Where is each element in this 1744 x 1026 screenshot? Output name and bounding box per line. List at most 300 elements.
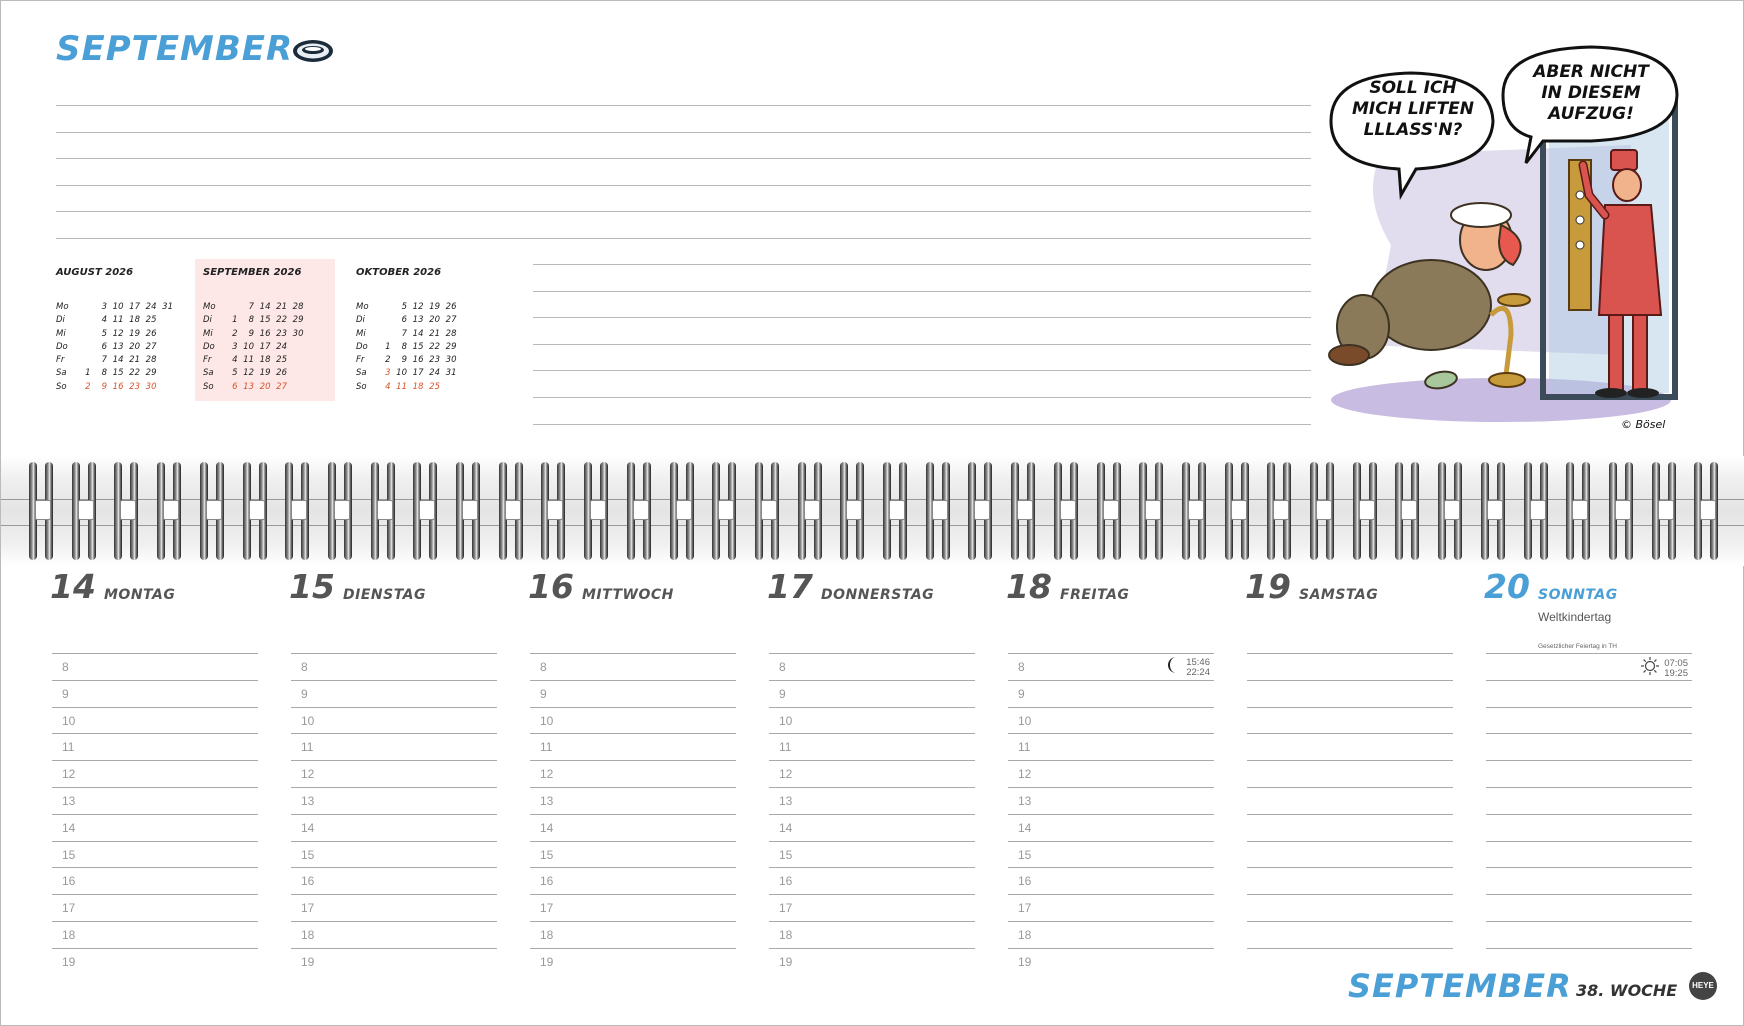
date-cell: 5 [101, 328, 107, 339]
date-cell: 25 [429, 381, 440, 392]
date-cell: 23 [129, 381, 140, 392]
day-number: 20 [1484, 567, 1530, 606]
hour-label: 13 [1018, 794, 1032, 808]
date-cell: 25 [145, 315, 157, 326]
spiral-ring [1353, 462, 1379, 560]
time-slot[interactable] [1486, 653, 1692, 680]
date-cell: 21 [429, 328, 440, 339]
hour-label: 11 [301, 740, 314, 755]
time-slot[interactable] [769, 814, 975, 841]
mini-calendar-row [356, 301, 457, 314]
day-column [50, 567, 265, 987]
hour-label: 12 [779, 767, 793, 782]
time-slot[interactable] [530, 921, 736, 948]
time-slot[interactable] [291, 760, 497, 787]
date-cell: 17 [412, 368, 424, 379]
mini-calendar-row [56, 381, 173, 394]
note-line [56, 105, 1311, 106]
date-cell: 12 [243, 368, 254, 379]
hour-label: 14 [62, 820, 76, 835]
hour-label: 11 [779, 740, 792, 755]
hour-label: 17 [1018, 901, 1032, 916]
spiral-ring [627, 462, 653, 560]
date-cell: 22 [429, 341, 440, 352]
note-line [56, 211, 1311, 212]
speech-bubble-right-line: IN DIESEM [1541, 83, 1641, 103]
time-slot[interactable] [769, 760, 975, 787]
weekday-label: Di [356, 315, 365, 326]
time-slot[interactable] [1008, 894, 1214, 921]
time-slot[interactable] [530, 787, 736, 814]
time-slot[interactable] [530, 733, 736, 760]
date-cell: 14 [412, 328, 424, 339]
time-slot[interactable] [1247, 733, 1453, 760]
date-cell: 8 [401, 341, 407, 352]
date-cell: 5 [232, 368, 238, 379]
time-slot[interactable] [1486, 867, 1692, 894]
time-slot[interactable] [1008, 707, 1214, 734]
hour-label: 14 [1018, 820, 1032, 835]
time-slot[interactable] [52, 733, 258, 760]
time-slot[interactable] [1247, 760, 1453, 787]
mini-calendar-row [356, 354, 457, 367]
speech-bubble-left-line: SOLL ICH [1369, 78, 1457, 98]
hour-label: 16 [540, 874, 554, 889]
time-slot[interactable] [530, 760, 736, 787]
time-slot[interactable] [1008, 787, 1214, 814]
date-cell [287, 367, 304, 380]
time-slot[interactable] [1247, 653, 1453, 680]
hour-label: 9 [62, 686, 69, 701]
date-cell: 1 [232, 315, 238, 326]
time-slot[interactable] [291, 653, 497, 680]
time-slot[interactable] [1486, 921, 1692, 948]
date-cell: 21 [129, 355, 140, 366]
hour-label: 18 [301, 928, 315, 942]
date-cell: 3 [101, 302, 107, 312]
astro-info [1166, 656, 1210, 679]
date-cell: 24 [429, 368, 440, 379]
note-line [56, 185, 1311, 186]
date-cell: 20 [429, 315, 440, 326]
week-number: 38. WOCHE [1576, 981, 1678, 1000]
date-cell: 16 [259, 328, 271, 339]
time-slot[interactable] [291, 814, 497, 841]
time-slot[interactable] [1486, 733, 1692, 760]
date-cell: 2 [85, 381, 91, 392]
mini-calendar-row [203, 301, 304, 314]
date-cell: 3 [232, 341, 238, 352]
date-cell: 10 [112, 302, 124, 312]
date-cell: 23 [429, 355, 440, 366]
time-slot[interactable] [769, 733, 975, 760]
date-cell [287, 341, 304, 354]
day-column [1006, 567, 1221, 987]
spiral-ring [413, 462, 439, 560]
time-slot[interactable] [1247, 787, 1453, 814]
hour-label: 19 [1018, 954, 1032, 969]
date-cell: 15 [412, 341, 424, 352]
spiral-ring [840, 462, 866, 560]
time-slot[interactable] [291, 867, 497, 894]
hour-label: 10 [1018, 713, 1032, 728]
time-slot[interactable] [1247, 867, 1453, 894]
date-cell: 21 [276, 302, 287, 312]
hour-label: 16 [779, 874, 793, 889]
time-slot[interactable] [291, 894, 497, 921]
hour-label: 16 [1018, 874, 1032, 889]
spiral-ring [798, 462, 824, 560]
date-cell [157, 381, 174, 394]
hour-label: 18 [779, 928, 793, 942]
time-slot[interactable] [530, 841, 736, 868]
spiral-ring [926, 462, 952, 560]
spiral-ring [243, 462, 269, 560]
hour-label: 13 [301, 794, 315, 808]
weekday-label: Sa [203, 368, 214, 379]
brand-logo: HEYE [1689, 972, 1717, 1000]
time-slot[interactable] [52, 921, 258, 948]
mini-calendar-row [203, 328, 304, 341]
astro-time: 22:24 [1186, 666, 1210, 678]
note-line [533, 397, 1311, 398]
date-cell [157, 354, 174, 367]
date-cell: 7 [101, 355, 107, 366]
time-slot[interactable] [52, 760, 258, 787]
time-slot[interactable] [52, 680, 258, 707]
date-cell [374, 301, 391, 314]
date-cell: 28 [445, 328, 457, 339]
speech-bubble-left-line: LLLASS'N? [1363, 120, 1463, 140]
day-column [1245, 567, 1460, 987]
mini-calendar-grid [203, 301, 304, 394]
time-slot[interactable] [1008, 733, 1214, 760]
time-slot[interactable] [52, 814, 258, 841]
hour-label: 10 [779, 713, 793, 728]
mini-calendar-row [203, 367, 304, 380]
date-cell [221, 301, 238, 314]
mini-calendar-row [203, 314, 304, 327]
hour-label: 13 [779, 794, 793, 808]
hour-label: 14 [540, 820, 554, 835]
spiral-ring [755, 462, 781, 560]
spiral-ring [1011, 462, 1037, 560]
date-cell: 28 [292, 302, 304, 312]
time-slot[interactable] [291, 733, 497, 760]
date-cell [157, 314, 174, 327]
spiral-ring [1438, 462, 1464, 560]
spiral-ring [1395, 462, 1421, 560]
astro-time: 15:46 [1186, 656, 1210, 668]
hour-label: 17 [301, 901, 315, 916]
mini-calendar-row [203, 354, 304, 367]
date-cell: 9 [248, 328, 254, 339]
spiral-ring [712, 462, 738, 560]
hour-label: 15 [301, 847, 315, 862]
mini-calendar-row [56, 341, 173, 354]
time-slot[interactable] [52, 894, 258, 921]
time-slot[interactable] [530, 894, 736, 921]
date-cell [74, 301, 91, 314]
date-cell: 26 [145, 328, 157, 339]
note-line [56, 238, 1311, 239]
time-slot[interactable] [769, 948, 975, 975]
time-slot[interactable] [1008, 841, 1214, 868]
mini-calendar-title: AUGUST 2026 [56, 267, 134, 278]
date-cell [157, 367, 174, 380]
time-slot[interactable] [52, 707, 258, 734]
date-cell: 1 [85, 368, 91, 379]
time-slot[interactable] [291, 948, 497, 975]
astro-info [1640, 656, 1688, 681]
time-slot[interactable] [291, 707, 497, 734]
footer-month: SEPTEMBER [1348, 967, 1572, 1005]
mini-calendar-title: SEPTEMBER 2026 [203, 267, 302, 278]
note-line [533, 291, 1311, 292]
hour-label: 14 [301, 820, 315, 835]
hour-label: 8 [62, 660, 69, 674]
spiral-ring [541, 462, 567, 560]
spiral-ring [200, 462, 226, 560]
hour-label: 13 [540, 794, 554, 808]
time-slot[interactable] [1008, 948, 1214, 975]
date-cell: 5 [401, 302, 407, 312]
mini-calendar-row [203, 381, 304, 394]
weekday-label: Mo [56, 302, 69, 312]
hour-label: 11 [1018, 740, 1031, 755]
hour-label: 10 [540, 713, 554, 728]
date-cell: 9 [401, 355, 407, 366]
astro-time: 19:25 [1664, 667, 1688, 679]
month-title: SEPTEMBER [56, 29, 294, 69]
time-slot[interactable] [1008, 921, 1214, 948]
day-name: MONTAG [104, 587, 176, 603]
moon-icon [1166, 656, 1182, 679]
weekday-label: Di [203, 315, 212, 326]
ring-logo-icon [291, 38, 335, 64]
time-slot[interactable] [769, 867, 975, 894]
spiral-ring [157, 462, 183, 560]
weekday-label: So [56, 381, 67, 392]
spiral-ring [1097, 462, 1123, 560]
hour-label: 19 [540, 954, 554, 969]
time-slot[interactable] [769, 707, 975, 734]
spiral-ring [371, 462, 397, 560]
spiral-ring [1054, 462, 1080, 560]
spiral-ring [1225, 462, 1251, 560]
date-cell: 20 [129, 341, 140, 352]
time-slot[interactable] [530, 867, 736, 894]
time-slot[interactable] [1247, 894, 1453, 921]
weekday-label: Do [356, 341, 368, 352]
date-cell: 19 [429, 302, 440, 312]
date-cell [74, 328, 91, 341]
day-column [1484, 567, 1699, 987]
time-slot[interactable] [52, 948, 258, 975]
weekday-label: Do [56, 341, 68, 352]
mini-calendar-row [356, 328, 457, 341]
spiral-ring [1310, 462, 1336, 560]
time-slot[interactable] [530, 814, 736, 841]
time-slot[interactable] [291, 921, 497, 948]
date-cell: 2 [385, 355, 391, 366]
time-slot[interactable] [769, 680, 975, 707]
time-slot[interactable] [52, 787, 258, 814]
date-cell: 11 [396, 381, 407, 392]
date-cell: 10 [396, 368, 407, 379]
spiral-ring [1139, 462, 1165, 560]
time-slot[interactable] [1247, 814, 1453, 841]
date-cell: 4 [385, 381, 391, 392]
time-slot[interactable] [52, 653, 258, 680]
hour-label: 18 [62, 928, 76, 942]
hour-label: 12 [540, 767, 554, 782]
day-name: DIENSTAG [343, 587, 426, 603]
artist-signature: © Bösel [1621, 418, 1666, 431]
day-name: DONNERSTAG [821, 587, 935, 603]
date-cell [157, 328, 174, 341]
time-slot[interactable] [1008, 814, 1214, 841]
date-cell: 27 [145, 341, 157, 352]
weekday-label: Mi [356, 328, 366, 339]
time-slot[interactable] [1247, 707, 1453, 734]
day-number: 14 [50, 567, 96, 606]
time-slot[interactable] [1486, 814, 1692, 841]
date-cell: 30 [292, 328, 304, 339]
time-slot[interactable] [769, 894, 975, 921]
hour-label: 11 [540, 740, 553, 755]
astro-times [1664, 659, 1688, 679]
time-slot[interactable] [530, 653, 736, 680]
date-cell [74, 314, 91, 327]
note-line [533, 424, 1311, 425]
date-cell: 23 [276, 328, 287, 339]
hour-label: 16 [301, 874, 315, 889]
mini-calendar [48, 259, 188, 401]
date-cell [74, 354, 91, 367]
weekday-label: Mi [203, 328, 213, 339]
day-number: 17 [767, 567, 813, 606]
time-slot[interactable] [52, 841, 258, 868]
sun-icon [1640, 656, 1660, 681]
time-slot[interactable] [769, 653, 975, 680]
weekday-label: Fr [203, 355, 212, 366]
time-slot[interactable] [291, 680, 497, 707]
time-slot[interactable] [530, 680, 736, 707]
spiral-binding [1, 456, 1744, 566]
hour-label: 10 [301, 713, 315, 728]
mini-calendar-row [56, 301, 173, 314]
time-slot[interactable] [52, 867, 258, 894]
weekday-label: Do [203, 341, 215, 352]
mini-calendar-row [356, 381, 457, 394]
mini-calendar-row [56, 367, 173, 380]
spiral-ring [1694, 462, 1720, 560]
time-slot[interactable] [1247, 680, 1453, 707]
spiral-ring [1566, 462, 1592, 560]
spiral-ring [29, 462, 55, 560]
date-cell: 6 [232, 381, 238, 392]
spiral-ring [328, 462, 354, 560]
time-slot[interactable] [1247, 921, 1453, 948]
date-cell: 14 [259, 302, 271, 312]
hour-label: 17 [62, 901, 76, 916]
hour-label: 13 [62, 794, 76, 808]
date-cell [287, 354, 304, 367]
time-slot[interactable] [1008, 760, 1214, 787]
date-cell: 8 [101, 368, 107, 379]
weekday-label: So [203, 381, 214, 392]
spiral-ring [72, 462, 98, 560]
time-slot[interactable] [1486, 680, 1692, 707]
hour-label: 17 [779, 901, 793, 916]
time-slot[interactable] [1008, 653, 1214, 680]
time-slot[interactable] [1008, 680, 1214, 707]
time-slot[interactable] [1486, 841, 1692, 868]
date-cell: 24 [145, 302, 157, 312]
time-slot[interactable] [1486, 707, 1692, 734]
date-cell: 18 [259, 355, 271, 366]
date-cell: 4 [232, 355, 238, 366]
time-slot[interactable] [1247, 841, 1453, 868]
spiral-ring [456, 462, 482, 560]
time-slot[interactable] [769, 787, 975, 814]
date-cell: 4 [101, 315, 107, 326]
time-slot[interactable] [769, 841, 975, 868]
time-slot[interactable] [291, 787, 497, 814]
hour-label: 12 [1018, 767, 1032, 782]
time-slot[interactable] [1008, 867, 1214, 894]
date-cell: 26 [445, 302, 457, 312]
date-cell: 8 [248, 315, 254, 326]
time-slot[interactable] [1486, 894, 1692, 921]
time-slot[interactable] [1486, 787, 1692, 814]
day-name: MITTWOCH [582, 587, 674, 603]
time-slot[interactable] [291, 841, 497, 868]
note-line [533, 317, 1311, 318]
date-cell [374, 314, 391, 327]
mini-calendar-row [356, 367, 457, 380]
mini-calendar-row [203, 341, 304, 354]
spiral-ring [1609, 462, 1635, 560]
weekday-label: Fr [56, 355, 65, 366]
date-cell: 20 [259, 381, 271, 392]
time-slot[interactable] [1486, 760, 1692, 787]
time-slot[interactable] [530, 707, 736, 734]
astro-time: 07:05 [1664, 657, 1688, 669]
date-cell: 17 [259, 341, 271, 352]
day-name: SAMSTAG [1299, 587, 1379, 603]
date-cell: 7 [401, 328, 407, 339]
date-cell: 29 [445, 341, 457, 352]
hour-label: 17 [540, 901, 554, 916]
time-slot[interactable] [530, 948, 736, 975]
hour-label: 8 [779, 660, 786, 674]
time-slot[interactable] [769, 921, 975, 948]
date-cell: 29 [145, 368, 157, 379]
date-cell: 13 [412, 315, 424, 326]
speech-bubble-right-line: ABER NICHT [1533, 62, 1649, 82]
date-cell: 30 [445, 355, 457, 366]
date-cell: 2 [232, 328, 238, 339]
hour-label: 9 [540, 686, 547, 701]
date-cell: 11 [243, 355, 254, 366]
date-cell: 31 [162, 302, 173, 312]
hour-label: 12 [62, 767, 76, 782]
day-column [528, 567, 743, 987]
date-cell: 24 [276, 341, 287, 352]
spiral-ring [1524, 462, 1550, 560]
